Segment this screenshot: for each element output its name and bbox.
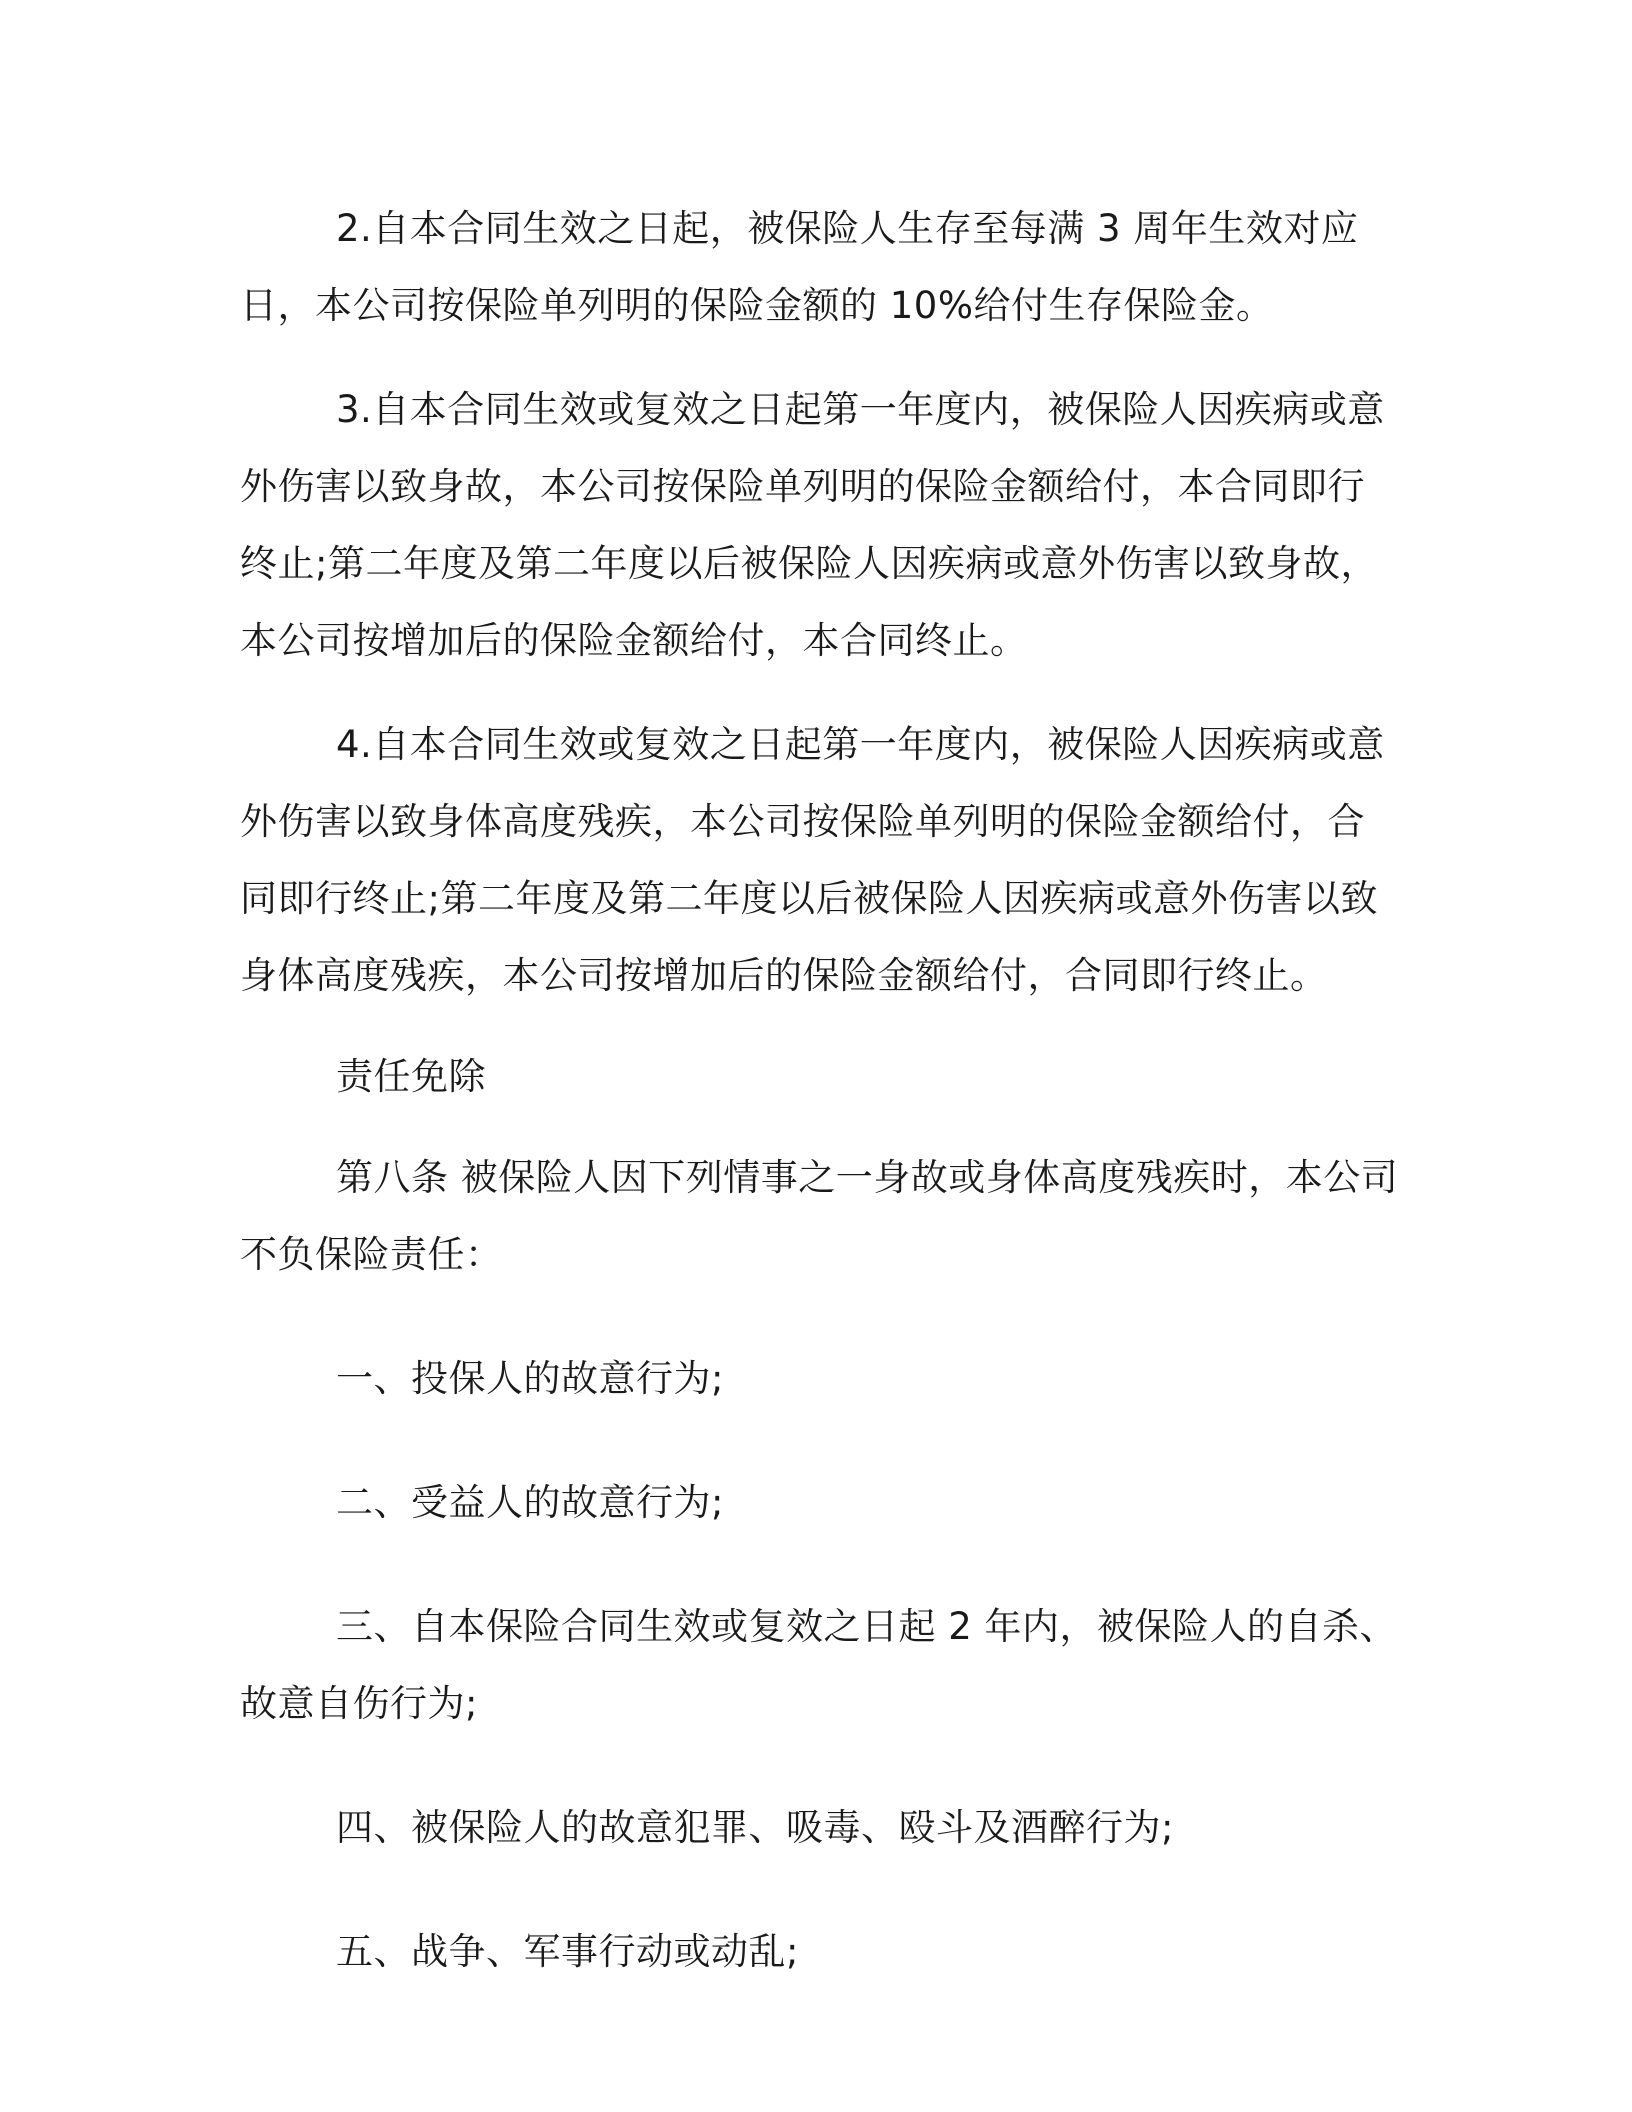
paragraph-clause-3: 3.自本合同生效或复效之日起第一年度内，被保险人因疾病或意外伤害以致身故，本公司按保险单列明的保险金额给付，本合同即行终止;第二年度及第二年度以后被保险人因疾病或意外伤害以致身故，本公司按增加后的保险金额给付，本合同终止。 [240, 388, 1385, 662]
paragraph-article-8: 第八条 被保险人因下列情事之一身故或身体高度残疾时，本公司不负保险责任： [240, 1156, 1399, 1276]
exclusion-item-1: 一、投保人的故意行为; [336, 1357, 724, 1400]
section-heading-exclusions: 责任免除 [336, 1055, 486, 1098]
exclusion-item-5: 五、战争、军事行动或动乱; [336, 1930, 799, 1973]
exclusion-item-2: 二、受益人的故意行为; [336, 1481, 724, 1524]
document-body [240, 190, 1400, 1990]
exclusion-item-3: 三、自本保险合同生效或复效之日起 2 年内，被保险人的自杀、故意自伤行为; [240, 1605, 1398, 1725]
paragraph-clause-4: 4.自本合同生效或复效之日起第一年度内，被保险人因疾病或意外伤害以致身体高度残疾，本公司按保险单列明的保险金额给付，合同即行终止;第二年度及第二年度以后被保险人因疾病或意外伤害以致身体高度残疾，本公司按增加后的保险金额给付，合同即行终止。 [240, 723, 1385, 997]
paragraph-clause-2: 2.自本合同生效之日起，被保险人生存至每满 3 周年生效对应日，本公司按保险单列明的保险金额的 10%给付生存保险金。 [240, 207, 1359, 327]
exclusion-item-4: 四、被保险人的故意犯罪、吸毒、殴斗及酒醉行为; [336, 1806, 1174, 1849]
